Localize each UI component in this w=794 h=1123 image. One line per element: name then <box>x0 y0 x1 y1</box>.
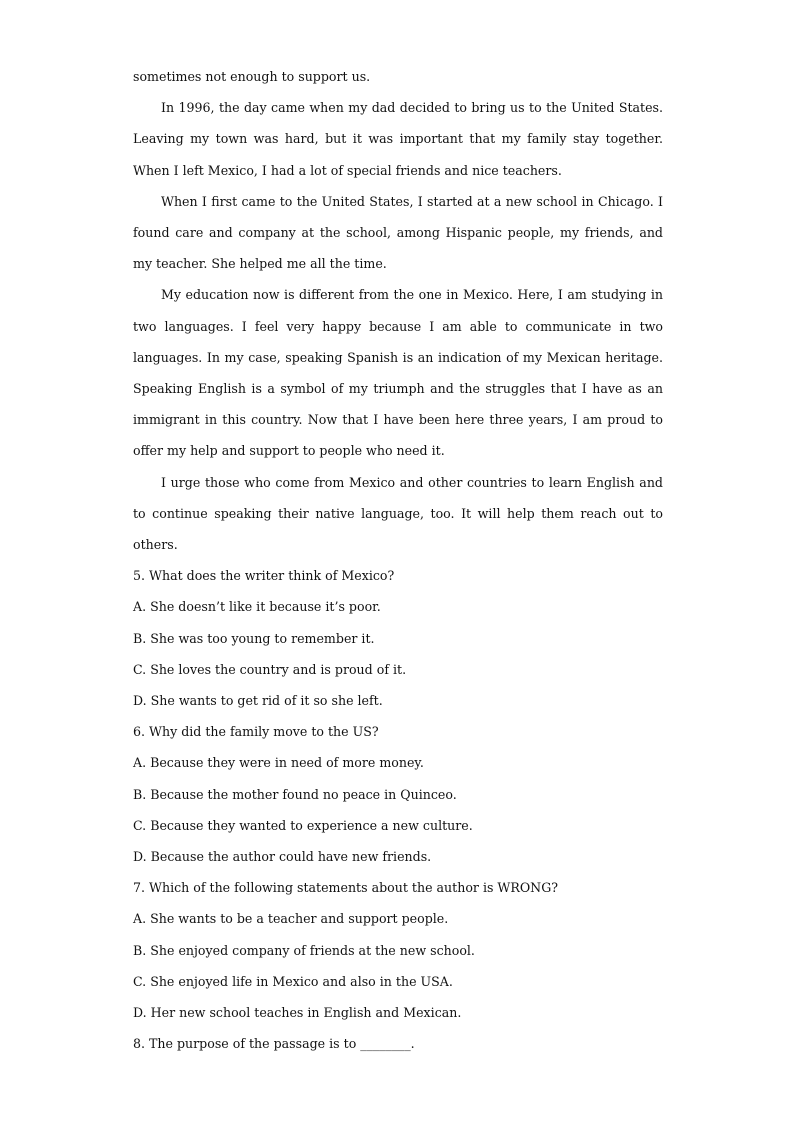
answer-option: B. She was too young to remember it. <box>133 630 375 646</box>
answer-option: B. Because the mother found no peace in Quinceo. <box>133 786 457 802</box>
passage-paragraph-4: My education now is different from the one in Mexico. Here, I am studying in two languages. I feel very happy because I am able to communicate in two languages. In my case, speaking Spanish is an indication of my Mexican heritage. Speaking English is a symbol of my triumph and the struggles that I have as an immigrant in this country. Now that I have been here three years, I am proud to offer my help and support to people who need it. <box>133 287 663 459</box>
answer-option: D. Her new school teaches in English and Mexican. <box>133 1005 462 1021</box>
answer-option: B. She enjoyed company of friends at the new school. <box>133 942 475 958</box>
answer-option: D. Because the author could have new friends. <box>133 849 432 865</box>
answer-option: A. She doesn’t like it because it’s poor. <box>133 599 381 615</box>
passage-paragraph-3: When I first came to the United States, I started at a new school in Chicago. I found care and company at the school, among Hispanic people, my friends, and my teacher. She helped me all the time. <box>133 193 663 272</box>
answer-option: A. Because they were in need of more money. <box>133 755 424 771</box>
answer-option: C. She enjoyed life in Mexico and also in the USA. <box>133 973 453 989</box>
question-6 <box>133 716 663 872</box>
passage-paragraph-2: In 1996, the day came when my dad decided to bring us to the United States. Leaving my town was hard, but it was important that my family stay together. When I left Mexico, I had a lot of special friends and nice teachers. <box>133 100 663 178</box>
question-8 <box>133 1028 663 1059</box>
answer-option: C. She loves the country and is proud of it. <box>133 661 407 677</box>
question-stem: 6. Why did the family move to the US? <box>133 724 379 740</box>
document-page <box>133 61 663 1060</box>
question-stem: 5. What does the writer think of Mexico? <box>133 568 395 584</box>
reading-passage <box>133 61 663 560</box>
question-list <box>133 560 663 1059</box>
question-7 <box>133 872 663 1028</box>
passage-paragraph-1: sometimes not enough to support us. <box>133 69 371 84</box>
answer-option: C. Because they wanted to experience a new culture. <box>133 817 473 833</box>
question-stem: 8. The purpose of the passage is to ________. <box>133 1036 415 1052</box>
answer-option: A. She wants to be a teacher and support people. <box>133 911 449 927</box>
question-5 <box>133 560 663 716</box>
answer-option: D. She wants to get rid of it so she left. <box>133 693 383 709</box>
passage-paragraph-5: I urge those who come from Mexico and other countries to learn English and to continue speaking their native language, too. It will help them reach out to others. <box>133 474 663 553</box>
question-stem: 7. Which of the following statements about the author is WRONG? <box>133 880 559 896</box>
